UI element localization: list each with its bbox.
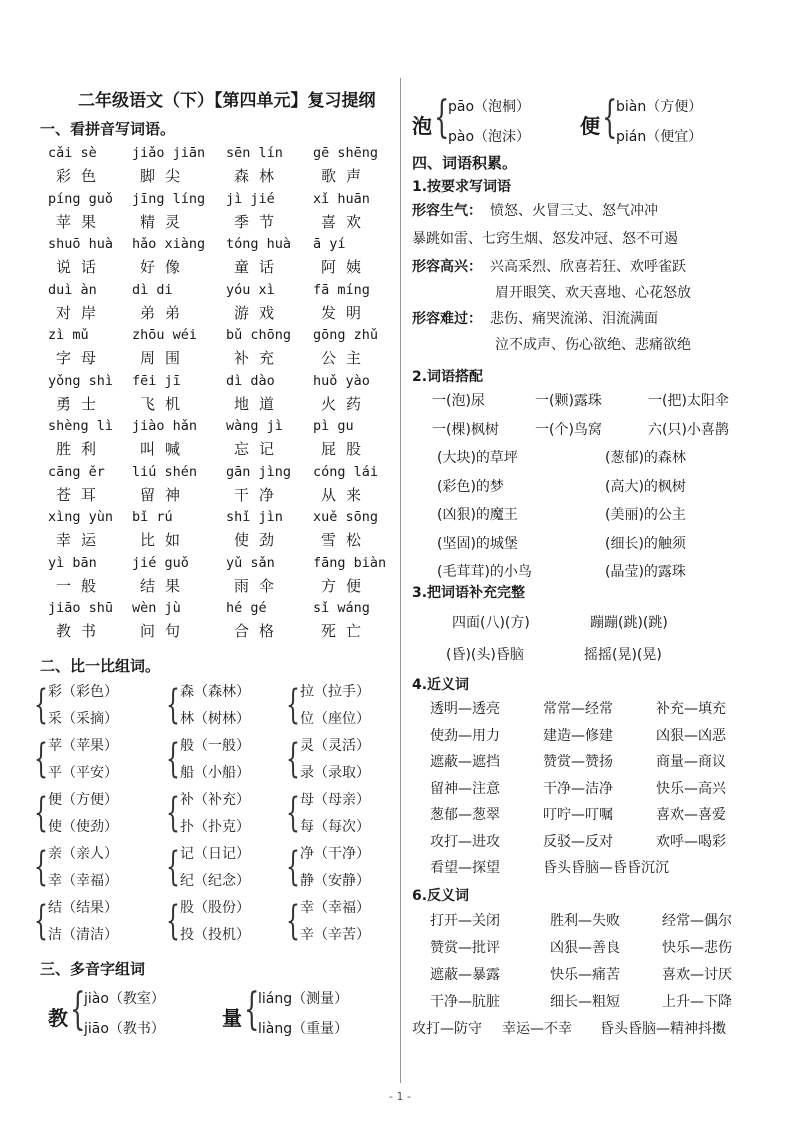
pinyin-text: cǎi sè [48, 145, 97, 161]
compare-word: 彩（彩色） [48, 684, 118, 700]
category-words: 愤怒、火冒三丈、怒气冲冲 [490, 203, 658, 219]
synonym-pair: 透明—透亮 [430, 701, 500, 717]
antonym-pair: 干净—肮脏 [430, 994, 500, 1010]
brace-mark: { [34, 682, 48, 728]
pairing-phrase: (坚固)的城堡 [437, 535, 518, 552]
pinyin-text: ā yí [313, 236, 346, 252]
hanzi-word: 方便 [321, 576, 372, 595]
synonym-pair: 昏头昏脑—昏昏沉沉 [543, 860, 669, 876]
compare-word: 净（干净） [300, 846, 370, 862]
compare-word: 静（安静） [300, 873, 370, 889]
synonym-pair: 喜欢—喜爱 [656, 807, 726, 823]
compare-word: 幸（幸福） [300, 900, 370, 916]
pinyin-text: píng guǒ [48, 190, 114, 207]
hanzi-word: 游戏 [234, 303, 285, 322]
compare-word: 股（股份） [180, 900, 250, 916]
synonym-pair: 使劲—用力 [430, 727, 500, 744]
brace-mark: { [34, 736, 48, 782]
pinyin-text: shuō huà [48, 236, 114, 252]
hanzi-word: 飞机 [140, 394, 191, 413]
compare-word: 便（方便） [48, 792, 118, 808]
hanzi-word: 使劲 [234, 531, 285, 549]
hanzi-word: 忘记 [234, 440, 285, 458]
brace-mark: { [286, 898, 300, 944]
pairing-phrase: 一(把)太阳伞 [648, 393, 729, 409]
synonym-pair: 补充—填充 [656, 701, 726, 717]
polyphone-char: 教 [48, 1006, 68, 1030]
compare-word: 补（补充） [180, 792, 250, 808]
hanzi-word: 弟弟 [140, 303, 191, 322]
pinyin-text: jiāo shū [48, 600, 114, 616]
pairing-phrase: (晶莹)的露珠 [605, 564, 686, 580]
polyphone-char: 量 [222, 1006, 242, 1030]
pinyin-text: fēi jī [132, 372, 181, 389]
section-4-heading: 四、词语积累。 [412, 154, 518, 172]
pinyin-text: gān jìng [226, 463, 292, 480]
hanzi-word: 公主 [321, 349, 372, 367]
pinyin-text: xuě sōng [313, 509, 379, 525]
brace-mark: { [166, 844, 180, 890]
hanzi-word: 苍耳 [56, 485, 107, 504]
antonym-pair: 遮蔽—暴露 [430, 967, 500, 983]
pinyin-text: xìng yùn [48, 509, 114, 525]
hanzi-word: 童话 [234, 258, 285, 276]
sub6-heading: 6.反义词 [412, 888, 470, 904]
pinyin-text: bǐ rú [132, 509, 173, 525]
category-words: 暴跳如雷、七窍生烟、怒发冲冠、怒不可遏 [412, 231, 678, 247]
antonym-pair: 快乐—悲伤 [662, 940, 732, 956]
hanzi-word: 季节 [234, 212, 285, 231]
hanzi-word: 周围 [140, 349, 191, 367]
pinyin-text: yì bān [48, 554, 97, 571]
pinyin-text: dì dào [226, 372, 275, 389]
pinyin-text: jiào hǎn [132, 418, 198, 434]
polyphone-char: 便 [580, 114, 600, 138]
pinyin-text: liú shén [132, 463, 198, 480]
polyphone-reading: pāo（泡桐） [448, 99, 531, 115]
antonym-pair: 幸运—不幸 [502, 1021, 572, 1037]
synonym-pair: 常常—经常 [543, 701, 613, 717]
pinyin-text: fā míng [313, 281, 370, 298]
hanzi-word: 字母 [56, 349, 107, 367]
brace-mark: { [602, 92, 618, 143]
sub3-heading: 3.把词语补充完整 [412, 585, 526, 601]
pairing-phrase: 六(只)小喜鹊 [648, 421, 729, 438]
polyphone-reading: liáng（测量） [258, 991, 349, 1007]
hanzi-word: 留神 [140, 485, 191, 504]
pinyin-text: jié guǒ [132, 554, 189, 571]
antonym-pair: 胜利—失败 [550, 913, 620, 929]
pinyin-text: pì gu [313, 418, 354, 434]
antonym-pair: 攻打—防守 [412, 1021, 482, 1037]
hanzi-word: 幸运 [56, 531, 107, 549]
synonym-pair: 赞赏—赞扬 [543, 754, 613, 770]
section-2-heading: 二、比一比组词。 [40, 657, 161, 675]
pairing-phrase: (葱郁)的森林 [605, 450, 686, 466]
hanzi-word: 一般 [56, 576, 107, 595]
compare-word: 拉（拉手） [300, 684, 370, 700]
synonym-pair: 快乐—高兴 [656, 780, 726, 797]
pinyin-text: fāng biàn [313, 554, 387, 571]
compare-word: 每（每次） [300, 819, 370, 835]
pinyin-text: dì di [132, 281, 173, 298]
compare-word: 亲（亲人） [48, 846, 118, 862]
hanzi-word: 阿姨 [321, 258, 372, 276]
synonym-pair: 凶狠—凶恶 [656, 727, 726, 744]
category-label: 形容难过： [412, 311, 482, 327]
hanzi-word: 火药 [321, 394, 372, 413]
synonym-pair: 葱郁—葱翠 [430, 807, 500, 823]
synonym-pair: 留神—注意 [430, 780, 500, 797]
completion-phrase: 四面(八)(方) [452, 615, 530, 631]
sub1-heading: 1.按要求写词语 [412, 179, 512, 195]
synonym-pair: 看望—探望 [430, 860, 500, 876]
pairing-phrase: 一(颗)露珠 [535, 393, 602, 409]
pairing-phrase: (大块)的草坪 [437, 450, 518, 466]
synonym-pair: 干净—洁净 [543, 780, 613, 797]
brace-mark: { [286, 844, 300, 890]
synonym-pair: 反驳—反对 [543, 833, 613, 850]
pairing-phrase: (毛茸茸)的小鸟 [437, 564, 532, 580]
synonym-pair: 建造—修建 [543, 727, 613, 744]
pairing-phrase: 一(棵)枫树 [432, 421, 499, 438]
pinyin-text: yǔ sǎn [226, 554, 275, 571]
hanzi-word: 胜利 [56, 440, 107, 458]
brace-mark: { [166, 682, 180, 728]
synonym-pair: 叮咛—叮嘱 [543, 807, 613, 823]
hanzi-word: 发明 [321, 303, 372, 322]
antonym-pair: 打开—关闭 [430, 913, 500, 929]
pairing-phrase: 一(泡)尿 [432, 393, 485, 409]
hanzi-word: 森林 [234, 167, 285, 185]
brace-mark: { [286, 682, 300, 728]
antonym-pair: 赞赏—批评 [430, 940, 500, 956]
antonym-pair: 经常—偶尔 [662, 913, 732, 929]
compare-word: 般（一般） [180, 738, 250, 754]
hanzi-word: 歌声 [321, 167, 372, 185]
pairing-phrase: (美丽)的公主 [605, 507, 686, 523]
synonym-pair: 商量—商议 [656, 754, 726, 770]
compare-word: 灵（灵活） [300, 738, 370, 754]
compare-word: 洁（清洁） [48, 927, 118, 943]
hanzi-word: 雪松 [321, 531, 372, 549]
page-number: - 1 - [389, 1090, 411, 1103]
hanzi-word: 勇士 [56, 394, 107, 413]
compare-word: 结（结果） [48, 900, 118, 916]
pinyin-text: cāng ěr [48, 463, 105, 480]
compare-word: 苹（苹果） [48, 738, 118, 754]
hanzi-word: 结果 [140, 576, 191, 595]
sub4-heading: 4.近义词 [412, 677, 470, 693]
category-words: 兴高采烈、欣喜若狂、欢呼雀跃 [490, 259, 686, 275]
pinyin-text: yóu xì [226, 281, 275, 298]
pinyin-text: huǒ yào [313, 372, 370, 389]
pinyin-text: cóng lái [313, 463, 379, 480]
compare-word: 使（使劲） [48, 819, 118, 835]
page-title: 二年级语文（下）【第四单元】复习提纲 [78, 91, 376, 111]
pinyin-text: hǎo xiàng [132, 236, 206, 252]
antonym-pair: 快乐—痛苦 [550, 967, 620, 983]
hanzi-word: 苹果 [56, 212, 107, 231]
compare-word: 扑（扑克） [180, 819, 250, 835]
compare-word: 纪（纪念） [180, 873, 250, 889]
pinyin-text: shǐ jìn [226, 509, 283, 525]
compare-word: 采（采摘） [48, 711, 118, 727]
hanzi-word: 叫喊 [140, 440, 191, 458]
compare-word: 记（日记） [180, 846, 250, 862]
completion-phrase: (昏)(头)昏脑 [446, 647, 524, 663]
hanzi-word: 屁股 [321, 440, 372, 458]
hanzi-word: 比如 [140, 531, 191, 549]
brace-mark: { [286, 736, 300, 782]
hanzi-word: 从来 [321, 485, 372, 504]
hanzi-word: 好像 [140, 258, 191, 276]
hanzi-word: 脚尖 [140, 167, 191, 185]
compare-word: 录（录取） [300, 765, 370, 781]
pinyin-text: zì mǔ [48, 327, 89, 343]
brace-mark: { [244, 984, 260, 1035]
column-divider [400, 78, 401, 1083]
compare-word: 母（母亲） [300, 792, 370, 808]
antonym-pair: 喜欢—讨厌 [662, 967, 732, 983]
compare-word: 船（小船） [180, 765, 250, 781]
section-1-heading: 一、看拼音写词语。 [40, 120, 176, 138]
polyphone-reading: pào（泡沫） [448, 129, 531, 145]
brace-mark: { [166, 736, 180, 782]
brace-mark: { [434, 92, 450, 143]
polyphone-reading: jiāo（教书） [84, 1021, 165, 1037]
compare-word: 森（森林） [180, 684, 250, 700]
polyphone-reading: pián（便宜） [616, 129, 703, 145]
polyphone-reading: biàn（方便） [616, 99, 703, 115]
pinyin-text: bǔ chōng [226, 327, 292, 343]
category-label: 形容高兴： [412, 259, 482, 275]
hanzi-word: 合格 [234, 622, 285, 640]
brace-mark: { [70, 984, 86, 1035]
brace-mark: { [34, 844, 48, 890]
sub2-heading: 2.词语搭配 [412, 369, 484, 385]
synonym-pair: 欢呼—喝彩 [656, 833, 726, 850]
pinyin-text: hé gé [226, 600, 267, 616]
compare-word: 幸（幸福） [48, 873, 118, 889]
compare-word: 投（投机） [180, 927, 250, 943]
antonym-pair: 上升—下降 [662, 994, 732, 1010]
pinyin-text: sǐ wáng [313, 600, 370, 616]
hanzi-word: 地道 [234, 394, 285, 413]
pairing-phrase: (高大)的枫树 [605, 478, 686, 495]
pairing-phrase: 一(个)鸟窝 [535, 421, 602, 438]
pinyin-text: tóng huà [226, 236, 292, 252]
pinyin-text: yǒng shì [48, 372, 114, 389]
hanzi-word: 精灵 [140, 212, 191, 231]
hanzi-word: 对岸 [56, 303, 107, 322]
compare-word: 林（树林） [180, 711, 250, 727]
polyphone-reading: jiào（教室） [84, 991, 165, 1007]
pinyin-text: zhōu wéi [132, 327, 198, 343]
pinyin-text: shèng lì [48, 418, 114, 434]
hanzi-word: 喜欢 [321, 212, 372, 231]
brace-mark: { [166, 898, 180, 944]
brace-mark: { [166, 790, 180, 836]
antonym-pair: 昏头昏脑—精神抖擞 [600, 1021, 726, 1037]
hanzi-word: 雨伞 [234, 576, 285, 595]
pinyin-text: gē shēng [313, 145, 379, 161]
synonym-pair: 攻打—进攻 [430, 833, 500, 850]
pinyin-text: wèn jù [132, 600, 181, 616]
compare-word: 位（座位） [300, 711, 370, 727]
hanzi-word: 干净 [234, 485, 285, 504]
category-label: 形容生气： [412, 203, 482, 219]
hanzi-word: 问句 [140, 622, 191, 640]
compare-word: 辛（辛苦） [300, 927, 370, 943]
pinyin-text: duì àn [48, 281, 97, 298]
completion-phrase: 蹦蹦(跳)(跳) [590, 615, 668, 631]
category-words: 泣不成声、伤心欲绝、悲痛欲绝 [495, 337, 691, 353]
pinyin-text: gōng zhǔ [313, 327, 379, 343]
pinyin-text: jiǎo jiān [132, 145, 206, 161]
brace-mark: { [34, 898, 48, 944]
pinyin-text: sēn lín [226, 145, 283, 161]
pinyin-text: jì jié [226, 190, 275, 207]
compare-word: 平（平安） [48, 765, 118, 781]
pairing-phrase: (凶狠)的魔王 [437, 507, 518, 523]
antonym-pair: 细长—粗短 [550, 994, 620, 1010]
brace-mark: { [286, 790, 300, 836]
polyphone-reading: liàng（重量） [258, 1021, 349, 1037]
polyphone-char: 泡 [412, 114, 432, 138]
hanzi-word: 死亡 [321, 622, 372, 640]
completion-phrase: 摇摇(晃)(晃) [584, 647, 662, 663]
section-3-heading: 三、多音字组词 [40, 960, 146, 978]
pairing-phrase: (细长)的触须 [605, 535, 686, 552]
brace-mark: { [34, 790, 48, 836]
synonym-pair: 遮蔽—遮挡 [430, 754, 500, 770]
hanzi-word: 说话 [56, 258, 107, 276]
hanzi-word: 彩色 [56, 167, 107, 185]
pinyin-text: wàng jì [226, 418, 283, 434]
category-words: 悲伤、痛哭流涕、泪流满面 [490, 311, 658, 327]
pinyin-text: jīng líng [132, 190, 206, 207]
pairing-phrase: (彩色)的梦 [437, 478, 504, 495]
hanzi-word: 教书 [56, 622, 107, 640]
pinyin-text: xǐ huān [313, 190, 370, 207]
category-words: 眉开眼笑、欢天喜地、心花怒放 [495, 285, 691, 301]
antonym-pair: 凶狠—善良 [550, 940, 620, 956]
hanzi-word: 补充 [234, 349, 285, 367]
